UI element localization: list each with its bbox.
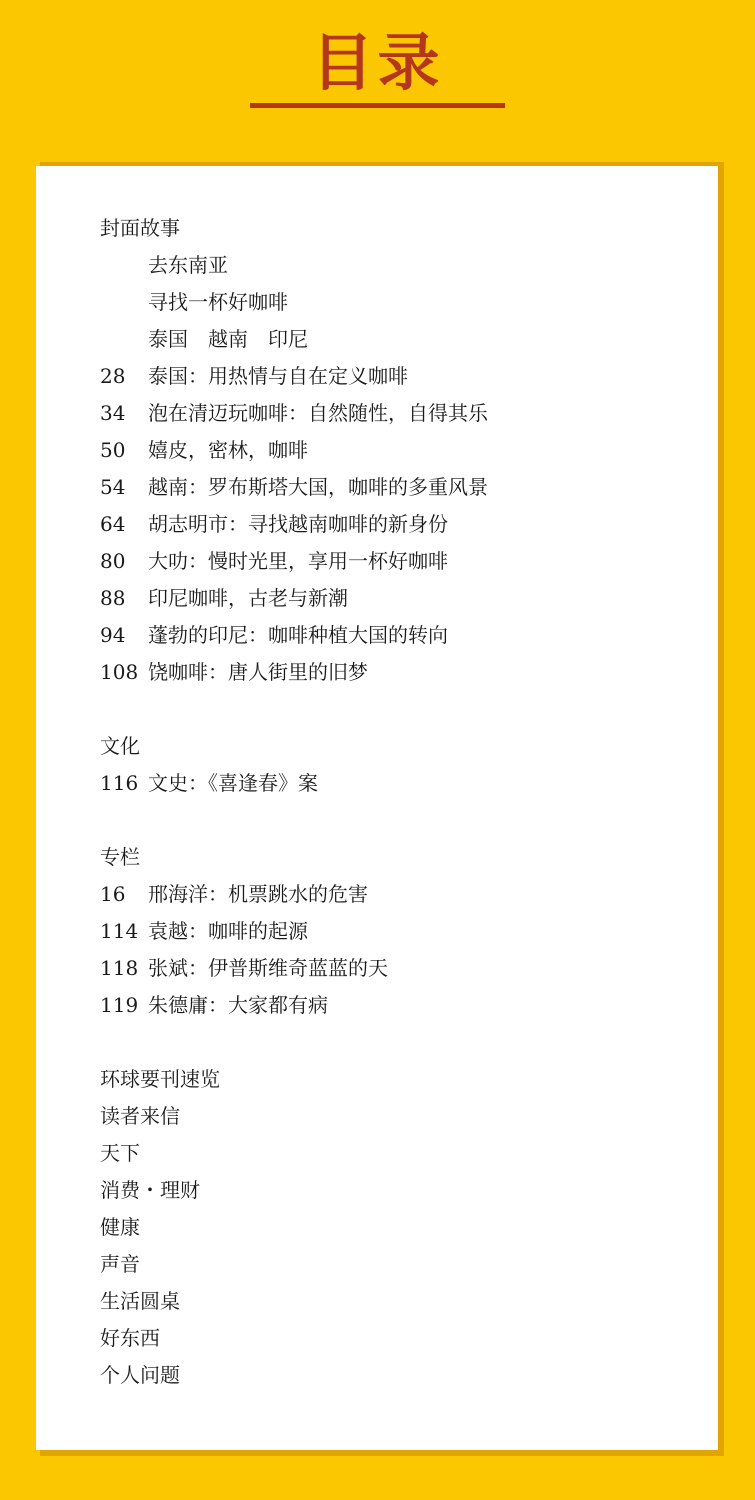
entry-title: 袁越：咖啡的起源	[148, 919, 308, 943]
department-label: 个人问题	[100, 1363, 180, 1387]
department-label: 环球要刊速览	[100, 1067, 220, 1091]
page-number: 119	[100, 993, 139, 1017]
entry-title: 饶咖啡：唐人街里的旧梦	[148, 660, 368, 684]
page-number: 16	[100, 882, 126, 906]
entry-title: 胡志明市：寻找越南咖啡的新身份	[148, 512, 448, 536]
page-number: 54	[100, 475, 126, 499]
page-number: 34	[100, 401, 126, 425]
entry-title: 文史：《喜逢春》案	[148, 771, 318, 795]
department-label: 健康	[100, 1215, 140, 1239]
page-number: 94	[100, 623, 126, 647]
department-label: 读者来信	[100, 1104, 180, 1128]
page-number: 118	[100, 956, 139, 980]
entry-title: 张斌：伊普斯维奇蓝蓝的天	[148, 956, 388, 980]
entry-title: 越南：罗布斯塔大国，咖啡的多重风景	[148, 475, 488, 499]
department-label: 生活圆桌	[100, 1289, 180, 1313]
page-number: 116	[100, 771, 139, 795]
entry-title: 蓬勃的印尼：咖啡种植大国的转向	[148, 623, 448, 647]
department-label: 天下	[100, 1141, 140, 1165]
cover-subtitle-text: 泰国 越南 印尼	[148, 327, 308, 351]
entry-title: 印尼咖啡，古老与新潮	[148, 586, 348, 610]
cover-subtitle-text: 寻找一杯好咖啡	[148, 290, 288, 314]
cover-subtitle-text: 去东南亚	[148, 253, 228, 277]
page-number: 108	[100, 660, 139, 684]
title-underline	[250, 103, 505, 108]
entry-title: 泰国：用热情与自在定义咖啡	[148, 364, 408, 388]
entry-title: 泡在清迈玩咖啡：自然随性，自得其乐	[148, 401, 488, 425]
page-number: 114	[100, 919, 139, 943]
page-title: 目录	[311, 26, 444, 99]
entry-title: 嬉皮，密林，咖啡	[148, 438, 308, 462]
page-number: 64	[100, 512, 126, 536]
department-label: 声音	[100, 1252, 140, 1276]
section-heading-label: 封面故事	[100, 216, 180, 240]
toc-panel	[36, 166, 718, 1450]
entry-title: 邢海洋：机票跳水的危害	[148, 882, 368, 906]
entry-title: 朱德庸：大家都有病	[148, 993, 328, 1017]
section-heading-label: 专栏	[100, 845, 140, 869]
entry-title: 大叻：慢时光里，享用一杯好咖啡	[148, 549, 448, 573]
page-number: 28	[100, 364, 126, 388]
page-number: 88	[100, 586, 126, 610]
page-number: 50	[100, 438, 126, 462]
page-number: 80	[100, 549, 126, 573]
section-heading-label: 文化	[100, 734, 140, 758]
department-label: 好东西	[100, 1326, 160, 1350]
department-label: 消费・理财	[100, 1178, 200, 1202]
